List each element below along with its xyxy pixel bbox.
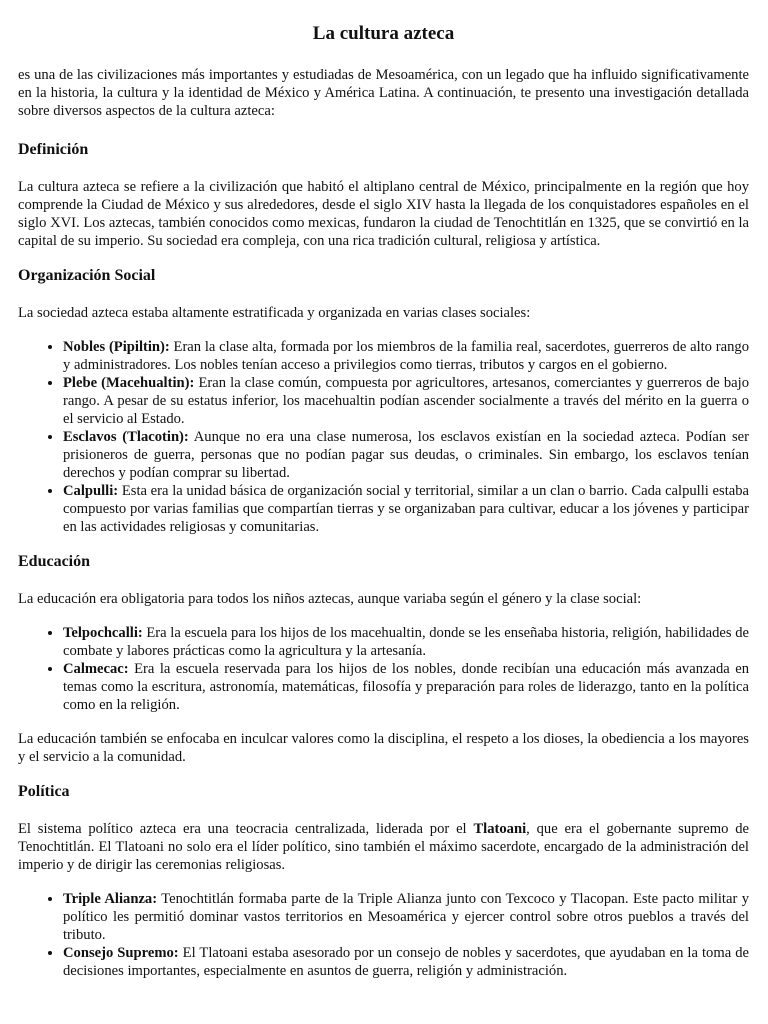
educacion-list	[18, 624, 749, 714]
item-desc: Tenochtitlán formaba parte de la Triple Alianza junto con Texcoco y Tlacopan. Este pacto militar y político les permitió dominar vastos territorios en Mesoamérica y ejercer control sobre otros pueblos a través del tributo.	[63, 891, 749, 943]
intro-paragraph: es una de las civilizaciones más importantes y estudiadas de Mesoamérica, con un legado que ha influido significativamente en la historia, la cultura y la identidad de México y América Latina. A continuación, te presento una investigación detallada sobre diversos aspectos de la cultura azteca:	[18, 67, 749, 119]
organizacion-paragraph: La sociedad azteca estaba altamente estratificada y organizada en varias clases sociales:	[18, 305, 531, 321]
item-desc: Esta era la unidad básica de organización social y territorial, similar a un clan o barrio. Cada calpulli estaba compuesto por varias familias que compartían tierras y se organizaban para cultivar, educar a los jóvenes y participar en las actividades religiosas y comunitarias.	[63, 483, 749, 535]
list-item	[63, 374, 749, 428]
item-term: Calmecac:	[63, 661, 129, 677]
document-title: La cultura azteca	[312, 23, 455, 44]
heading-politica: Política	[18, 783, 70, 800]
heading-definicion: Definición	[18, 141, 89, 158]
politica-list	[18, 890, 749, 980]
item-desc: Era la escuela reservada para los hijos de los nobles, donde recibían una educación más avanzada en temas como la escritura, astronomía, matemáticas, filosofía y preparación para roles de liderazgo, tanto en la política como en la religión.	[63, 661, 749, 713]
politica-text-after: , que era el gobernante supremo de Tenochtitlán. El Tlatoani no solo era el líder político, sino también el máximo sacerdote, encargado de la administración del imperio y de dirigir las ceremonias religiosas.	[18, 821, 749, 873]
heading-organizacion-social: Organización Social	[18, 267, 156, 284]
item-desc: Eran la clase alta, formada por los miembros de la familia real, sacerdotes, guerreros de alto rango y administradores. Los nobles tenían acceso a privilegios como tierras, tributos y cargos en el gobierno.	[63, 339, 749, 373]
list-item	[63, 482, 749, 536]
list-item	[63, 890, 749, 944]
list-item	[63, 338, 749, 374]
item-term: Telpochcalli:	[63, 625, 143, 641]
heading-educacion: Educación	[18, 553, 91, 570]
item-desc: El Tlatoani estaba asesorado por un consejo de nobles y sacerdotes, que ayudaban en la toma de decisiones importantes, especialmente en asuntos de guerra, religión y administración.	[63, 945, 749, 979]
politica-paragraph	[18, 820, 749, 874]
item-term: Triple Alianza:	[63, 891, 158, 907]
item-desc: Eran la clase común, compuesta por agricultores, artesanos, comerciantes y guerreros de bajo rango. A pesar de su estatus inferior, los macehualtin podían ascender socialmente a través del mérito en la guerra o el servicio al Estado.	[63, 375, 749, 427]
definicion-paragraph: La cultura azteca se refiere a la civilización que habitó el altiplano central de México, principalmente en la región que hoy comprende la Ciudad de México y sus alrededores, desde el siglo XIV hasta la llegada de los conquistadores españoles en el siglo XVI. Los aztecas, también conocidos como mexicas, fundaron la ciudad de Tenochtitlán en 1325, que se convirtió en la capital de su imperio. Su sociedad era compleja, con una rica tradición cultural, religiosa y artística.	[18, 179, 749, 249]
politica-text-bold: Tlatoani	[473, 821, 527, 837]
politica-text-before: El sistema político azteca era una teocracia centralizada, liderada por el	[18, 821, 474, 837]
item-term: Calpulli:	[63, 483, 119, 499]
educacion-paragraph: La educación era obligatoria para todos los niños aztecas, aunque variaba según el género y la clase social:	[18, 591, 642, 607]
item-desc: Aunque no era una clase numerosa, los esclavos existían en la sociedad azteca. Podían ser prisioneros de guerra, personas que no podían pagar sus deudas, o criminales. Sin embargo, los esclavos tenían derechos y podían comprar su libertad.	[63, 429, 749, 481]
educacion-closing-paragraph: La educación también se enfocaba en inculcar valores como la disciplina, el respeto a los dioses, la obediencia a los mayores y el servicio a la comunidad.	[18, 731, 749, 765]
list-item	[63, 428, 749, 482]
item-term: Consejo Supremo:	[63, 945, 179, 961]
item-desc: Era la escuela para los hijos de los macehualtin, donde se les enseñaba historia, religión, habilidades de combate y labores prácticas como la agricultura y la artesanía.	[63, 625, 749, 659]
list-item	[63, 624, 749, 660]
list-item	[63, 660, 749, 714]
item-term: Plebe (Macehualtin):	[63, 375, 195, 391]
organizacion-list	[18, 338, 749, 536]
item-term: Esclavos (Tlacotin):	[63, 429, 189, 445]
list-item	[63, 944, 749, 980]
item-term: Nobles (Pipiltin):	[63, 339, 170, 355]
